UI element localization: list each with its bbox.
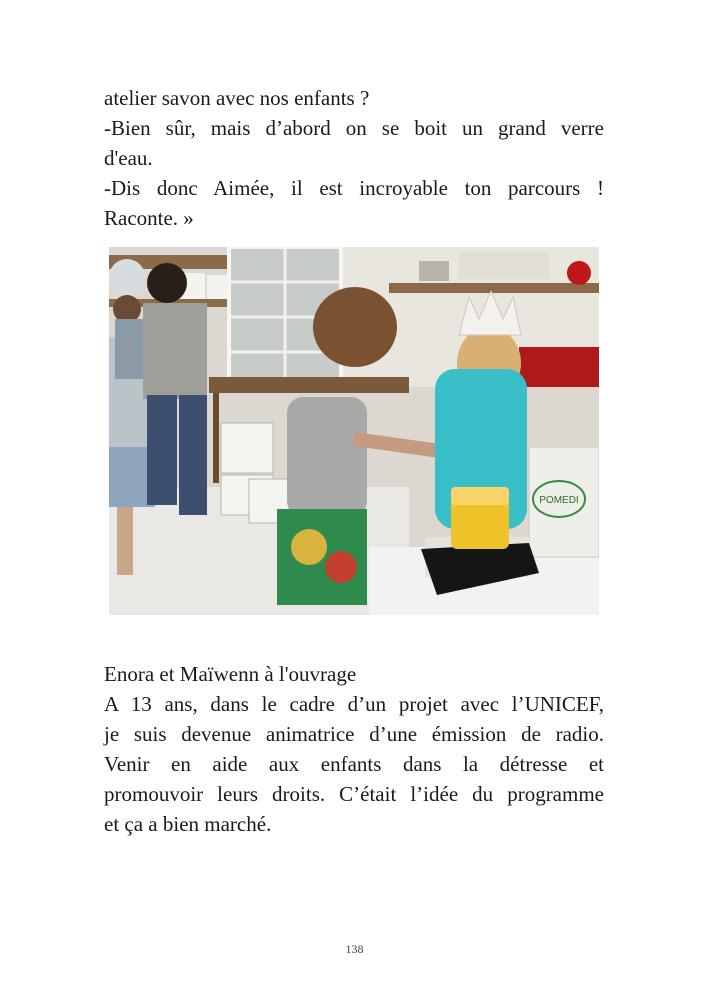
text-line: promouvoir leurs droits. C’était l’idée du programme <box>104 782 604 806</box>
text-line: Venir en aide aux enfants dans la détresse et <box>104 752 604 776</box>
text-line: et ça a bien marché. <box>104 812 272 836</box>
text-line: -Dis donc Aimée, il est incroyable ton parcours ! <box>104 176 604 200</box>
text-line: je suis devenue animatrice d’une émission de radio. <box>104 722 604 746</box>
workshop-photo <box>109 247 599 615</box>
text-line: d'eau. <box>104 146 153 170</box>
bottom-text-block <box>104 659 604 839</box>
top-text-block <box>104 83 604 233</box>
text-line: A 13 ans, dans le cadre d’un projet avec l’UNICEF, <box>104 692 604 716</box>
workshop-photo-illustration <box>109 247 599 615</box>
text-line: atelier savon avec nos enfants ? <box>104 86 370 110</box>
box-label: POMEDI <box>539 495 579 506</box>
page-number: 138 <box>345 942 364 956</box>
text-line: -Bien sûr, mais d’abord on se boit un grand verre <box>104 116 604 140</box>
text-line: Raconte. » <box>104 206 194 230</box>
photo-caption: Enora et Maïwenn à l'ouvrage <box>104 662 357 686</box>
